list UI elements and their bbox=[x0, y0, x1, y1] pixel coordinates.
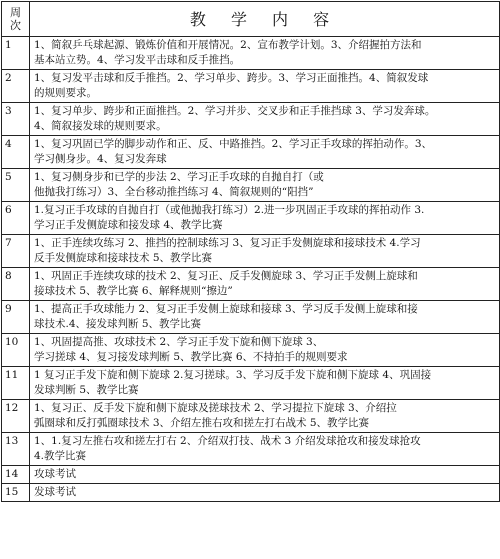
table-row bbox=[2, 103, 500, 136]
content-line: 球技术.4、接发球判断 5、教学比赛 bbox=[34, 318, 202, 330]
week-number: 6 bbox=[2, 202, 30, 235]
table-row bbox=[2, 433, 500, 466]
content-line: 1、正手连续攻练习 2、推挡的控制球练习 3、复习正手发侧旋球和接球技术 4.学习 bbox=[34, 237, 421, 249]
content-line: 1、复习发平击球和反手推挡。2、学习单步、跨步。3、学习正面推挡。4、简叙发球 bbox=[34, 72, 429, 84]
week-number: 13 bbox=[2, 433, 30, 466]
week-content bbox=[30, 37, 500, 70]
table-body bbox=[2, 37, 500, 502]
content-line: 发球考试 bbox=[34, 486, 76, 498]
week-number: 12 bbox=[2, 400, 30, 433]
week-content bbox=[30, 400, 500, 433]
content-line: 1、巩固提高推、攻球技术 2、学习正手发下旋和侧下旋球 3、 bbox=[34, 336, 324, 348]
content-line: 1、复习正、反手发下旋和侧下旋球及搓球技术 2、学习提拉下旋球 3、介绍拉 bbox=[34, 402, 397, 414]
week-content bbox=[30, 169, 500, 202]
table-row bbox=[2, 334, 500, 367]
content-line: 攻球考试 bbox=[34, 468, 76, 480]
week-content bbox=[30, 268, 500, 301]
content-line: 的规则要求。 bbox=[34, 87, 97, 99]
week-content bbox=[30, 70, 500, 103]
week-content bbox=[30, 334, 500, 367]
week-content bbox=[30, 466, 500, 484]
content-line: 1、简叙乒乓球起源、锻炼价值和开展情况。2、宣布教学计划。3、介绍握拍方法和 bbox=[34, 39, 422, 51]
week-number: 4 bbox=[2, 136, 30, 169]
week-number: 11 bbox=[2, 367, 30, 400]
week-content bbox=[30, 202, 500, 235]
week-content bbox=[30, 136, 500, 169]
content-line: 他抛我打练习）3、全台移动推挡练习 4、简叙规则的“阳挡” bbox=[34, 186, 314, 198]
header-row bbox=[2, 2, 500, 37]
content-line: 1、复习单步、跨步和正面推挡。2、学习并步、交叉步和正手推挡球 3、学习发奔球。 bbox=[34, 105, 436, 117]
content-line: 基本站立势。4、学习发平击球和反手推挡。 bbox=[34, 54, 241, 66]
week-header-line2: 次 bbox=[10, 19, 21, 32]
syllabus-table bbox=[1, 1, 500, 502]
table-row bbox=[2, 484, 500, 502]
table-row bbox=[2, 466, 500, 484]
week-content bbox=[30, 367, 500, 400]
table-row bbox=[2, 367, 500, 400]
content-line: 1 复习正手发下旋和侧下旋球 2.复习搓球。3、学习反手发下旋和侧下旋球 4、巩固接 bbox=[34, 369, 432, 381]
content-header: 教 学 内 容 bbox=[30, 2, 500, 37]
table-row bbox=[2, 70, 500, 103]
week-content bbox=[30, 235, 500, 268]
content-line: 1.复习正手攻球的自抛自打（或他抛我打练习）2.进一步巩固正手攻球的挥拍动作 3. bbox=[34, 204, 425, 216]
week-number: 14 bbox=[2, 466, 30, 484]
week-content bbox=[30, 301, 500, 334]
table-row bbox=[2, 136, 500, 169]
table-row bbox=[2, 202, 500, 235]
content-line: 1、复习巩固已学的脚步动作和正、反、中路推挡。2、学习正手攻球的挥拍动作。3、 bbox=[34, 138, 433, 150]
week-content bbox=[30, 103, 500, 136]
week-header bbox=[2, 2, 30, 37]
content-line: 4、简叙接发球的规则要求。 bbox=[34, 120, 167, 132]
week-header-line1: 周 bbox=[10, 6, 21, 19]
week-content bbox=[30, 433, 500, 466]
content-line: 1、巩固正手连续攻球的技术 2、复习正、反手发侧旋球 3、学习正手发侧上旋球和 bbox=[34, 270, 418, 282]
table-row bbox=[2, 169, 500, 202]
content-line: 1、复习侧身步和已学的步法 2、学习正手攻球的自抛自打（或 bbox=[34, 171, 324, 183]
week-number: 2 bbox=[2, 70, 30, 103]
content-line: 学习搓球 4、复习接发球判断 5、教学比赛 6、不持拍手的规则要求 bbox=[34, 351, 348, 363]
week-number: 5 bbox=[2, 169, 30, 202]
content-line: 接球技术 5、教学比赛 6、解释规则“擦边” bbox=[34, 285, 233, 297]
content-line: 发球判断 5、教学比赛 bbox=[34, 384, 139, 396]
content-line: 1、提高正手攻球能力 2、复习正手发侧上旋球和接球 3、学习反手发侧上旋球和接 bbox=[34, 303, 418, 315]
table-row bbox=[2, 268, 500, 301]
week-number: 9 bbox=[2, 301, 30, 334]
week-number: 15 bbox=[2, 484, 30, 502]
week-number: 3 bbox=[2, 103, 30, 136]
content-line: 反手发侧旋球和接球技术 5、教学比赛 bbox=[34, 252, 213, 264]
content-line: 学习正手发侧旋球和接发球 4、教学比赛 bbox=[34, 219, 223, 231]
content-line: 学习侧身步。4、复习发奔球 bbox=[34, 153, 167, 165]
table-row bbox=[2, 235, 500, 268]
table-row bbox=[2, 400, 500, 433]
content-line: 1、1.复习左推右攻和搓左打右 2、介绍双打技、战术 3 介绍发球抢攻和接发球抢攻 bbox=[34, 435, 421, 447]
table-row bbox=[2, 37, 500, 70]
week-content bbox=[30, 484, 500, 502]
week-number: 7 bbox=[2, 235, 30, 268]
week-number: 10 bbox=[2, 334, 30, 367]
table-row bbox=[2, 301, 500, 334]
week-number: 1 bbox=[2, 37, 30, 70]
content-line: 弧圈球和反打弧圈球技术 3、介绍左推右攻和搓左打右战术 5、教学比赛 bbox=[34, 417, 370, 429]
week-number: 8 bbox=[2, 268, 30, 301]
content-line: 4.教学比赛 bbox=[34, 450, 87, 462]
